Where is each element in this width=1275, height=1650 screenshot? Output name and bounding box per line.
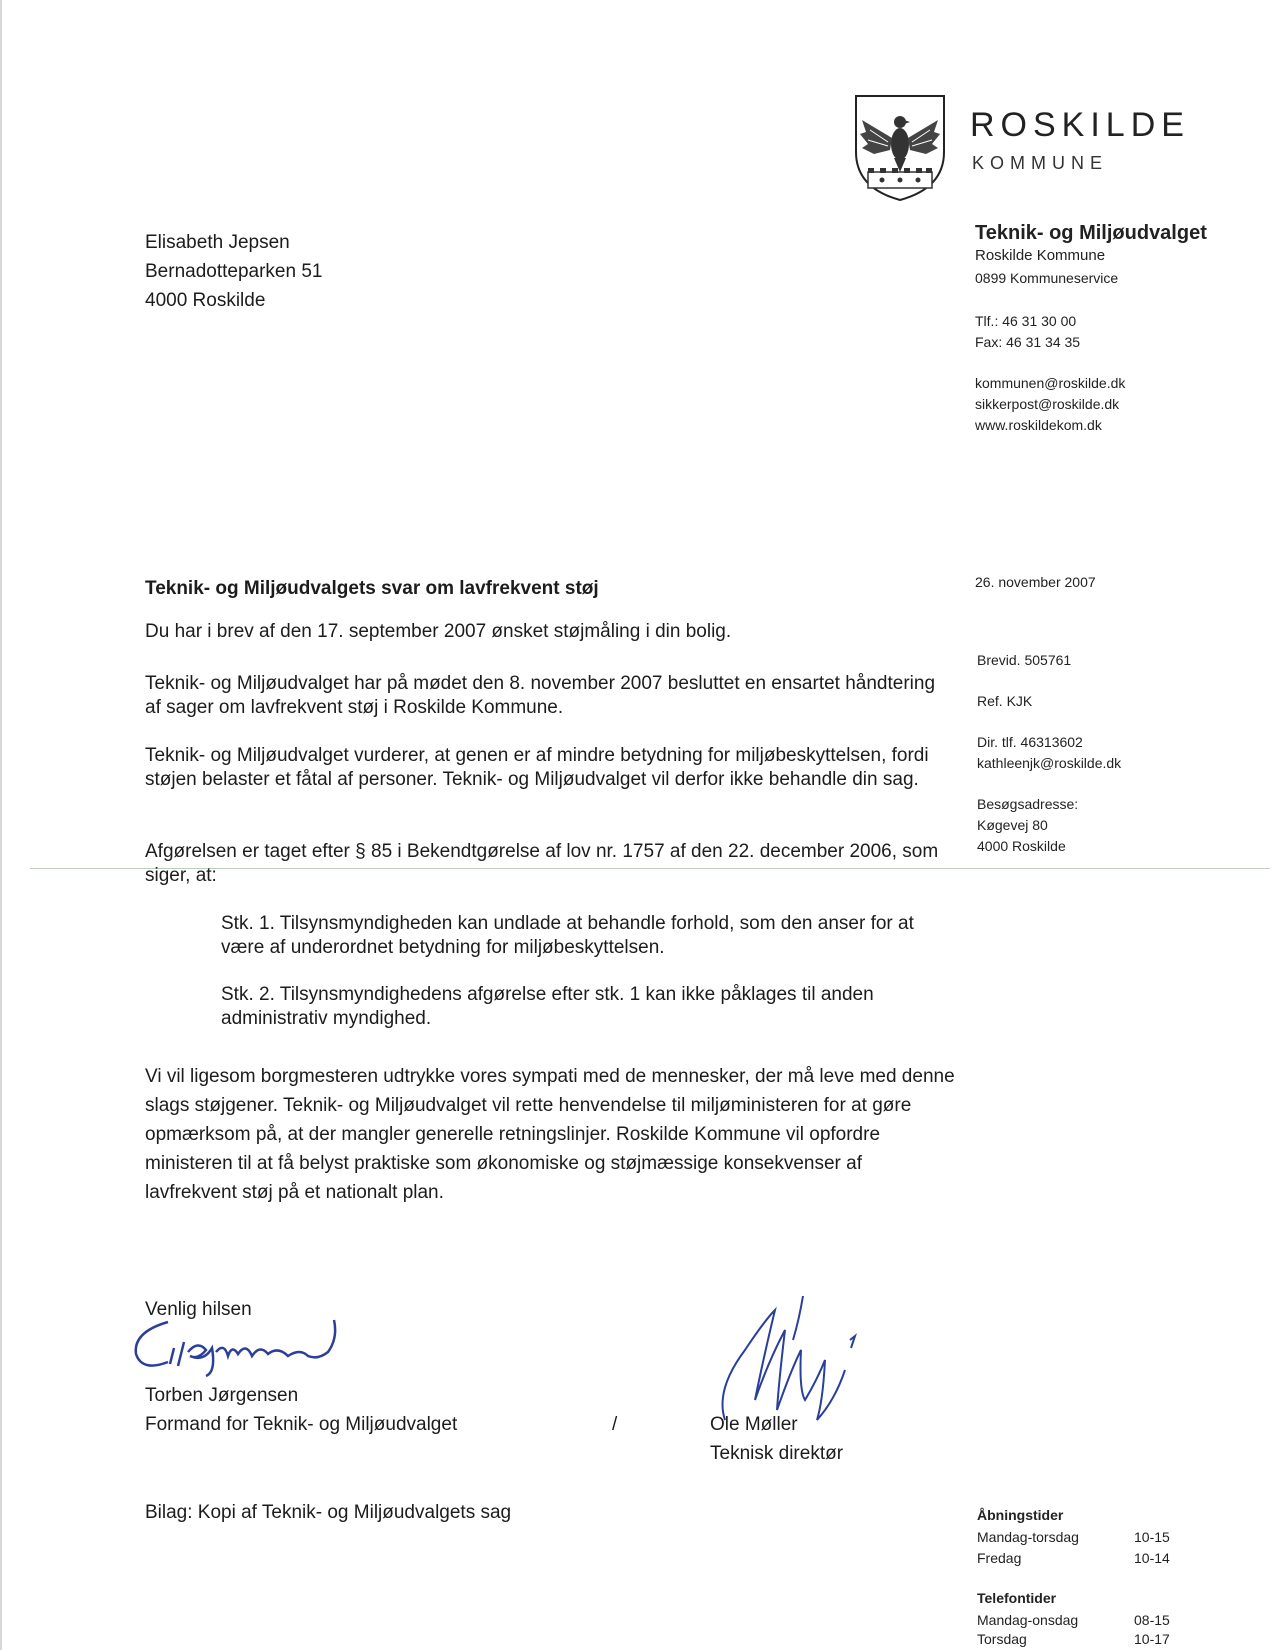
closing-greeting: Venlig hilsen bbox=[145, 1299, 252, 1320]
paragraph-3: Teknik- og Miljøudvalget vurderer, at genen er af mindre betydning for miljøbeskyttelsen, fordi støjen belaster et fåtal af personer. Teknik- og Miljøudvalget vil derfor ikke behandle din sag. bbox=[145, 745, 929, 790]
recipient-city: 4000 Roskilde bbox=[145, 290, 266, 311]
attachment-note: Bilag: Kopi af Teknik- og Miljøudvalgets sag bbox=[145, 1502, 512, 1523]
page-edge bbox=[0, 0, 2, 1650]
direct-email: kathleenjk@roskilde.dk bbox=[977, 755, 1122, 771]
recipient-street: Bernadotteparken 51 bbox=[145, 261, 323, 282]
signature-separator: / bbox=[612, 1414, 618, 1435]
visit-address-street: Køgevej 80 bbox=[977, 817, 1048, 833]
opening-hours-title: Åbningstider bbox=[977, 1507, 1064, 1523]
quote-stk-2: Stk. 2. Tilsynsmyndighedens afgørelse efter stk. 1 kan ikke påklages til anden administrativ myndighed. bbox=[221, 984, 874, 1029]
paragraph-2: Teknik- og Miljøudvalget har på mødet den 8. november 2007 besluttet en ensartet håndtering af sager om lavfrekvent støj i Roskilde Kommune. bbox=[145, 673, 936, 718]
signer-1-name: Torben Jørgensen bbox=[145, 1385, 299, 1406]
logo-subtitle: KOMMUNE bbox=[972, 153, 1108, 173]
letter-date: 26. november 2007 bbox=[975, 574, 1096, 590]
hours-time: 10-15 bbox=[1134, 1529, 1170, 1545]
signature-torben-icon bbox=[128, 1312, 358, 1382]
phone-hours-row bbox=[977, 1612, 1197, 1628]
sender-email: kommunen@roskilde.dk bbox=[975, 375, 1126, 391]
opening-hours-row bbox=[977, 1529, 1197, 1545]
eagle-crest-icon bbox=[852, 92, 948, 204]
visit-address-label: Besøgsadresse: bbox=[977, 796, 1079, 812]
sender-org: Roskilde Kommune bbox=[975, 247, 1106, 264]
recipient-name: Elisabeth Jepsen bbox=[145, 232, 290, 253]
paragraph-4: Afgørelsen er taget efter § 85 i Bekendtgørelse af lov nr. 1757 af den 22. december 2006, som siger, at: bbox=[145, 841, 939, 886]
sender-fax: Fax: 46 31 34 35 bbox=[975, 334, 1081, 350]
sender-phone: Tlf.: 46 31 30 00 bbox=[975, 313, 1077, 329]
hours-day: Torsdag bbox=[977, 1631, 1027, 1647]
letter-subject: Teknik- og Miljøudvalgets svar om lavfrekvent støj bbox=[145, 578, 599, 599]
paragraph-1: Du har i brev af den 17. september 2007 ønsket støjmåling i din bolig. bbox=[145, 621, 732, 642]
sender-secure-email: sikkerpost@roskilde.dk bbox=[975, 396, 1120, 412]
sender-department: Teknik- og Miljøudvalget bbox=[975, 222, 1207, 244]
hours-day: Mandag-torsdag bbox=[977, 1529, 1079, 1545]
hours-day: Fredag bbox=[977, 1550, 1022, 1566]
direct-phone: Dir. tlf. 46313602 bbox=[977, 734, 1083, 750]
quote-stk-1: Stk. 1. Tilsynsmyndigheden kan undlade at behandle forhold, som den anser for at være af underordnet betydning for miljøbeskyttelsen. bbox=[221, 913, 914, 958]
letter-reference: Ref. KJK bbox=[977, 693, 1033, 709]
phone-hours-row bbox=[977, 1631, 1197, 1647]
phone-hours-title: Telefontider bbox=[977, 1590, 1057, 1606]
signer-1-title: Formand for Teknik- og Miljøudvalget bbox=[145, 1414, 458, 1435]
opening-hours-row bbox=[977, 1550, 1197, 1566]
sender-website: www.roskildekom.dk bbox=[975, 417, 1102, 433]
hours-time: 10-14 bbox=[1134, 1550, 1170, 1566]
signer-2-title: Teknisk direktør bbox=[710, 1443, 844, 1464]
logo-name: ROSKILDE bbox=[970, 106, 1190, 144]
letter-brevid: Brevid. 505761 bbox=[977, 652, 1072, 668]
hours-time: 08-15 bbox=[1134, 1612, 1170, 1628]
hours-day: Mandag-onsdag bbox=[977, 1612, 1079, 1628]
hours-time: 10-17 bbox=[1134, 1631, 1170, 1647]
signature-ole-icon bbox=[705, 1290, 865, 1430]
sender-service: 0899 Kommuneservice bbox=[975, 270, 1119, 286]
signer-2-name: Ole Møller bbox=[710, 1414, 798, 1435]
visit-address-city: 4000 Roskilde bbox=[977, 838, 1066, 854]
recipient-address bbox=[145, 228, 322, 315]
paragraph-5: Vi vil ligesom borgmesteren udtrykke vores sympati med de mennesker, der må leve med denne slags støjgener. Teknik- og Miljøudvalget vil rette henvendelse til miljøministeren for at gøre opmærksom på, at der mangler generelle retningslinjer. Roskilde Kommune vil opfordre ministeren til at få belyst praktiske som økonomiske og støjmæssige konsekvenser af lavfrekvent støj på et nationalt plan. bbox=[145, 1066, 955, 1203]
